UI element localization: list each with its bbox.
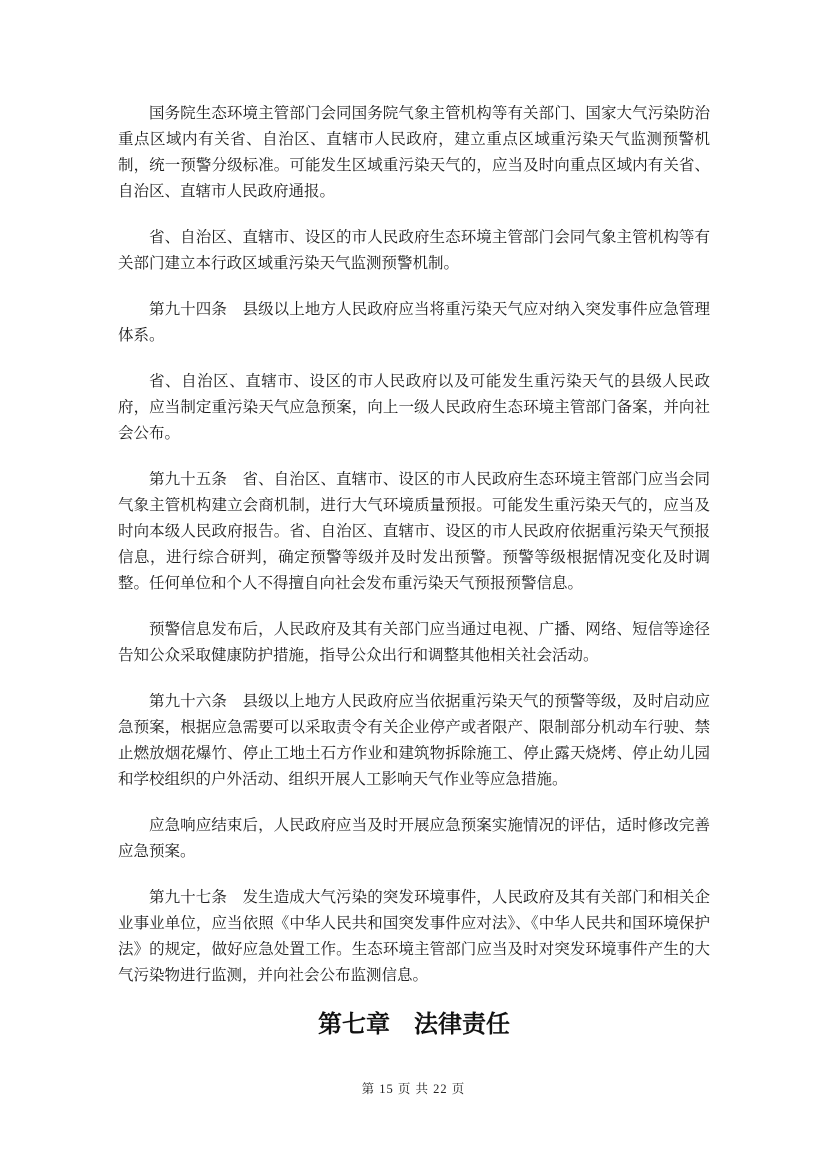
page-footer <box>0 1080 827 1098</box>
paragraph: 省、自治区、直辖市、设区的市人民政府以及可能发生重污染天气的县级人民政府，应当制定重污染天气应急预案，向上一级人民政府生态环境主管部门备案，并向社会公布。 <box>118 373 710 442</box>
document-content <box>118 101 710 1041</box>
paragraph-article-97: 第九十七条 发生造成大气污染的突发环境事件，人民政府及其有关部门和相关企业事业单位，应当依照《中华人民共和国突发事件应对法》、《中华人民共和国环境保护法》的规定，做好应急处置工作。生态环境主管部门应当及时对突发环境事件产生的大气污染物进行监测，并向社会公布监测信息。 <box>118 889 710 984</box>
paragraph-article-94: 第九十四条 县级以上地方人民政府应当将重污染天气应对纳入突发事件应急管理体系。 <box>118 301 710 344</box>
chapter-heading: 第七章 法律责任 <box>318 1011 510 1038</box>
page-number-label: 第 15 页 共 22 页 <box>361 1082 466 1096</box>
paragraph: 预警信息发布后，人民政府及其有关部门应当通过电视、广播、网络、短信等途径告知公众采取健康防护措施，指导公众出行和调整其他相关社会活动。 <box>118 621 710 664</box>
paragraph: 国务院生态环境主管部门会同国务院气象主管机构等有关部门、国家大气污染防治重点区域内有关省、自治区、直辖市人民政府，建立重点区域重污染天气监测预警机制，统一预警分级标准。可能发生区域重污染天气的，应当及时向重点区域内有关省、自治区、直辖市人民政府通报。 <box>118 105 710 200</box>
paragraph: 省、自治区、直辖市、设区的市人民政府生态环境主管部门会同气象主管机构等有关部门建立本行政区域重污染天气监测预警机制。 <box>118 229 710 272</box>
paragraph: 应急响应结束后，人民政府应当及时开展应急预案实施情况的评估，适时修改完善应急预案。 <box>118 817 710 860</box>
paragraph-article-95: 第九十五条 省、自治区、直辖市、设区的市人民政府生态环境主管部门应当会同气象主管机构建立会商机制，进行大气环境质量预报。可能发生重污染天气的，应当及时向本级人民政府报告。省、自治区、直辖市、设区的市人民政府依据重污染天气预报信息，进行综合研判，确定预警等级并及时发出预警。预警等级根据情况变化及时调整。任何单位和个人不得擅自向社会发布重污染天气预报预警信息。 <box>118 471 710 592</box>
paragraph-article-96: 第九十六条 县级以上地方人民政府应当依据重污染天气的预警等级，及时启动应急预案，根据应急需要可以采取责令有关企业停产或者限产、限制部分机动车行驶、禁止燃放烟花爆竹、停止工地土石方作业和建筑物拆除施工、停止露天烧烤、停止幼儿园和学校组织的户外活动、组织开展人工影响天气作业等应急措施。 <box>118 693 710 788</box>
